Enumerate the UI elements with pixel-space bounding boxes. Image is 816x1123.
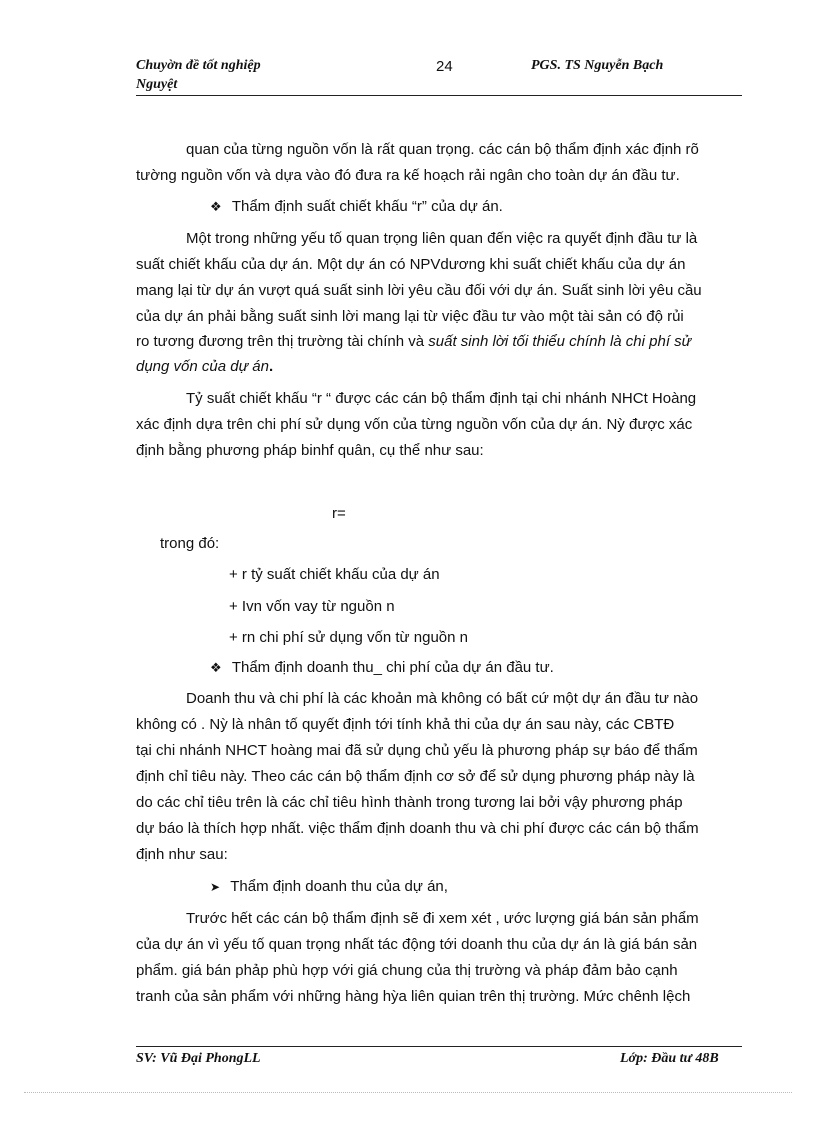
header-right-author: PGS. TS Nguyễn Bạch (531, 58, 664, 73)
bullet-text: Thẩm định suất chiết khấu “r” của dự án. (231, 198, 503, 215)
footer-student: SV: Vũ Đại PhongLL (136, 1051, 261, 1066)
footer-class: Lớp: Đầu tư 48B (620, 1051, 719, 1066)
text-line: tại chi nhánh NHCT hoàng mai đã sử dụng chủ yếu là phương pháp sự báo để thẩm (136, 742, 698, 759)
text-line: định như sau: (136, 846, 228, 863)
diamond-bullet-icon: ❖ (210, 660, 222, 675)
text-line: định chỉ tiêu này. Theo các cán bộ thẩm định cơ sở để sử dụng phương pháp này là (136, 768, 695, 785)
header-rule (136, 95, 742, 96)
text-line: của dự án phải bằng suất sinh lời mang lại từ việc đầu tư vào một tài sản có độ rủi (136, 308, 684, 325)
diamond-bullet-icon: ❖ (210, 199, 222, 214)
header-left-title-cont: Nguyệt (136, 77, 178, 92)
definition-item: + rn chi phí sử dụng vốn từ nguồn n (229, 629, 468, 646)
bullet-item (210, 659, 554, 677)
text-line: Một trong những yếu tố quan trọng liên quan đến việc ra quyết định đầu tư là (186, 230, 698, 247)
bullet-text: Thẩm định doanh thu của dự án, (230, 878, 448, 895)
text-line: định bằng phương pháp binhf quân, cụ thể như sau: (136, 442, 484, 459)
definition-item: + r tỷ suất chiết khấu của dự án (229, 566, 440, 583)
footer-rule (136, 1046, 742, 1047)
text-line: tranh của sản phẩm với những hàng hỳa liên quian trên thị trường. Mức chênh lệch (136, 988, 691, 1005)
italic-span: dụng vốn của dự án (136, 358, 269, 375)
page-number: 24 (436, 58, 453, 75)
text-line: phẩm. giá bán phảp phù hợp với giá chung của thị trường và pháp đảm bảo cạnh (136, 962, 678, 979)
page-bottom-divider (24, 1092, 792, 1093)
text-line: dự báo là thích hợp nhất. việc thẩm định doanh thu và chi phí được các cán bộ thẩm (136, 820, 699, 837)
text-line: do các chỉ tiêu trên là các chỉ tiêu hình thành trong tương lai bởi vậy phương pháp (136, 794, 683, 811)
arrow-bullet-icon: ➤ (210, 880, 221, 894)
header-left-title: Chuyờn đề tốt nghiệp (136, 58, 261, 73)
bullet-item (210, 198, 503, 216)
definition-item: + Ivn vốn vay từ nguồn n (229, 598, 395, 615)
italic-span: suất sinh lời tối thiểu chính là chi phí sử (428, 333, 692, 350)
formula-label: r= (332, 505, 346, 522)
bullet-item (210, 878, 448, 896)
text-line: Trước hết các cán bộ thẩm định sẽ đi xem xét , ước lượng giá bán sản phẩm (186, 910, 699, 927)
text-line: suất chiết khấu của dự án. Một dự án có NPVdương khi suất chiết khấu của dự án (136, 256, 686, 273)
text-line: Doanh thu và chi phí là các khoản mà không có bất cứ một dự án đầu tư nào (186, 690, 699, 707)
text-line: Tỷ suất chiết khấu “r “ được các cán bộ thẩm định tại chi nhánh NHCt Hoàng (186, 390, 697, 407)
text-span: ro tương đương trên thị trường tài chính và (136, 333, 429, 350)
text-line: xác định dựa trên chi phí sử dụng vốn của từng nguồn vốn của dự án. Nỳ được xác (136, 416, 693, 433)
bullet-text: Thẩm định doanh thu_ chi phí của dự án đầu tư. (231, 659, 554, 676)
text-line: mang lại từ dự án vượt quá suất sinh lời yêu cầu đối với dự án. Suất sinh lời yêu cầu (136, 282, 702, 299)
text-line (136, 333, 691, 351)
period: . (268, 358, 274, 375)
text-line: tường nguồn vốn và dựa vào đó đưa ra kế hoạch rải ngân cho toàn dự án đầu tư. (136, 167, 680, 184)
text-line: quan của từng nguồn vốn là rất quan trọng. các cán bộ thẩm định xác định rõ (186, 141, 699, 158)
text-line: trong đó: (160, 535, 220, 552)
text-line (136, 358, 273, 376)
text-line: không có . Nỳ là nhân tố quyết định tới tính khả thi của dự án sau này, các CBTĐ (136, 716, 675, 733)
text-line: của dự án vì yếu tố quan trọng nhất tác động tới doanh thu của dự án là giá bán sản (136, 936, 698, 953)
